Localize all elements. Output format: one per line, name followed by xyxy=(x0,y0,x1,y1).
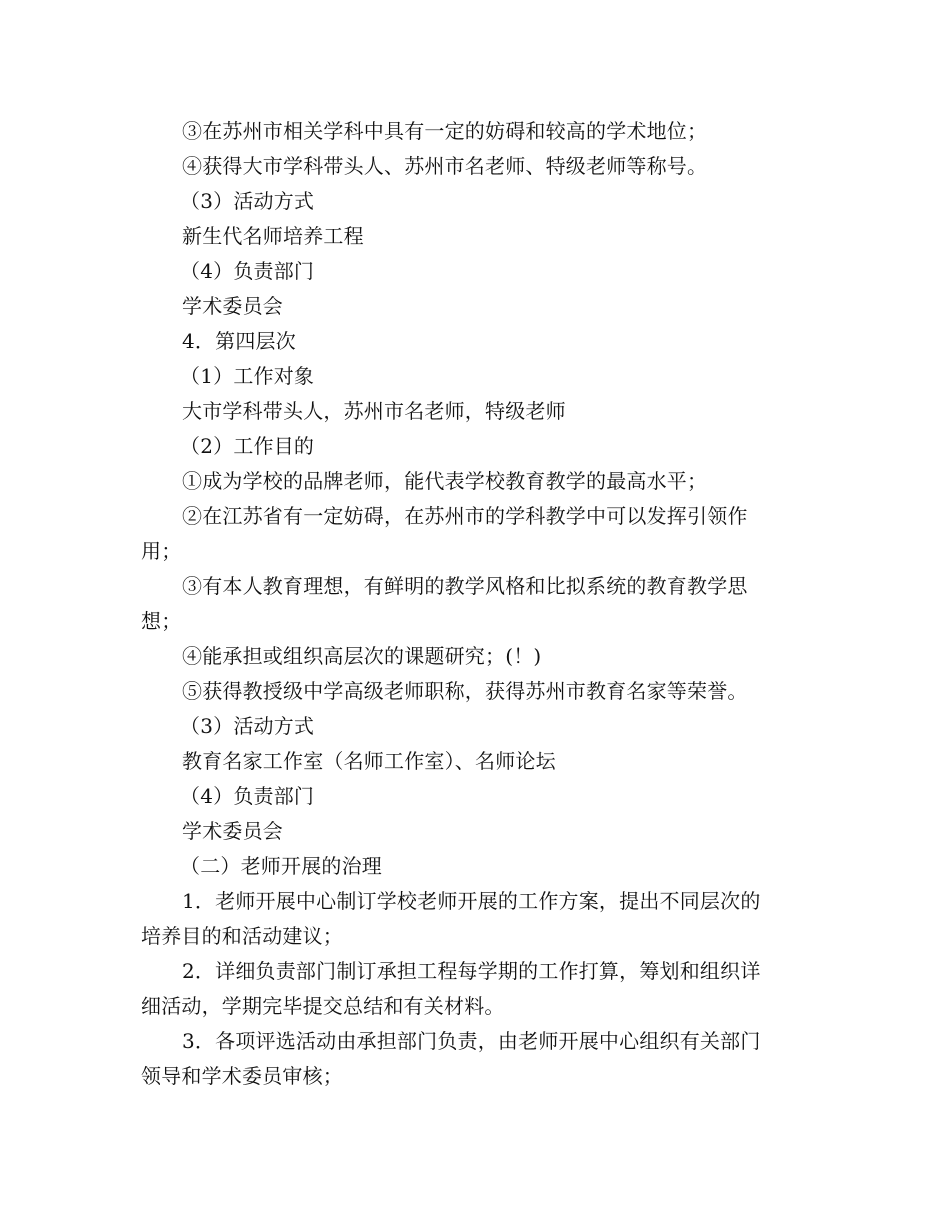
paragraph-line: 3．各项评选活动由承担部门负责，由老师开展中心组织有关部门 xyxy=(182,1029,761,1053)
paragraph-line: ③在苏州市相关学科中具有一定的妨碍和较高的学术地位； xyxy=(182,119,708,143)
paragraph-line: ③有本人教育理想，有鲜明的教学风格和比拟系统的教育教学思 xyxy=(182,574,748,598)
paragraph-line: 大市学科带头人，苏州市名老师，特级老师 xyxy=(182,399,566,423)
paragraph-line: 教育名家工作室（名师工作室）、名师论坛 xyxy=(182,749,556,773)
paragraph-line: 1．老师开展中心制订学校老师开展的工作方案，提出不同层次的 xyxy=(182,889,761,913)
paragraph-line: 学术委员会 xyxy=(182,819,283,843)
paragraph-line: 培养目的和活动建议； xyxy=(141,924,343,948)
paragraph-line: ④获得大市学科带头人、苏州市名老师、特级老师等称号。 xyxy=(182,154,708,178)
paragraph-line: 用； xyxy=(141,539,182,563)
paragraph-line: ①成为学校的品牌老师，能代表学校教育教学的最高水平； xyxy=(182,469,708,493)
paragraph-line: 领导和学术委员审核； xyxy=(141,1064,343,1088)
paragraph-line: （4）负责部门 xyxy=(180,259,315,283)
paragraph-line: 细活动，学期完毕提交总结和有关材料。 xyxy=(141,994,505,1018)
paragraph-line: （3）活动方式 xyxy=(180,714,315,738)
paragraph-line: 想； xyxy=(141,609,182,633)
paragraph-line: 学术委员会 xyxy=(182,294,283,318)
paragraph-line: （二）老师开展的治理 xyxy=(180,854,382,878)
paragraph-line: 新生代名师培养工程 xyxy=(182,224,364,248)
paragraph-line: ⑤获得教授级中学高级老师职称，获得苏州市教育名家等荣誉。 xyxy=(182,679,748,703)
paragraph-line: ②在江苏省有一定妨碍，在苏州市的学科教学中可以发挥引领作 xyxy=(182,504,748,528)
paragraph-line: （3）活动方式 xyxy=(180,189,315,213)
document-body xyxy=(141,114,813,1094)
paragraph-line: （4）负责部门 xyxy=(180,784,315,808)
paragraph-line: （2）工作目的 xyxy=(180,434,315,458)
paragraph-line: （1）工作对象 xyxy=(180,364,315,388)
paragraph-line: 2．详细负责部门制订承担工程每学期的工作打算，筹划和组织详 xyxy=(182,959,761,983)
paragraph-line: 4．第四层次 xyxy=(182,329,296,353)
paragraph-line: ④能承担或组织高层次的课题研究；(！) xyxy=(182,644,542,668)
